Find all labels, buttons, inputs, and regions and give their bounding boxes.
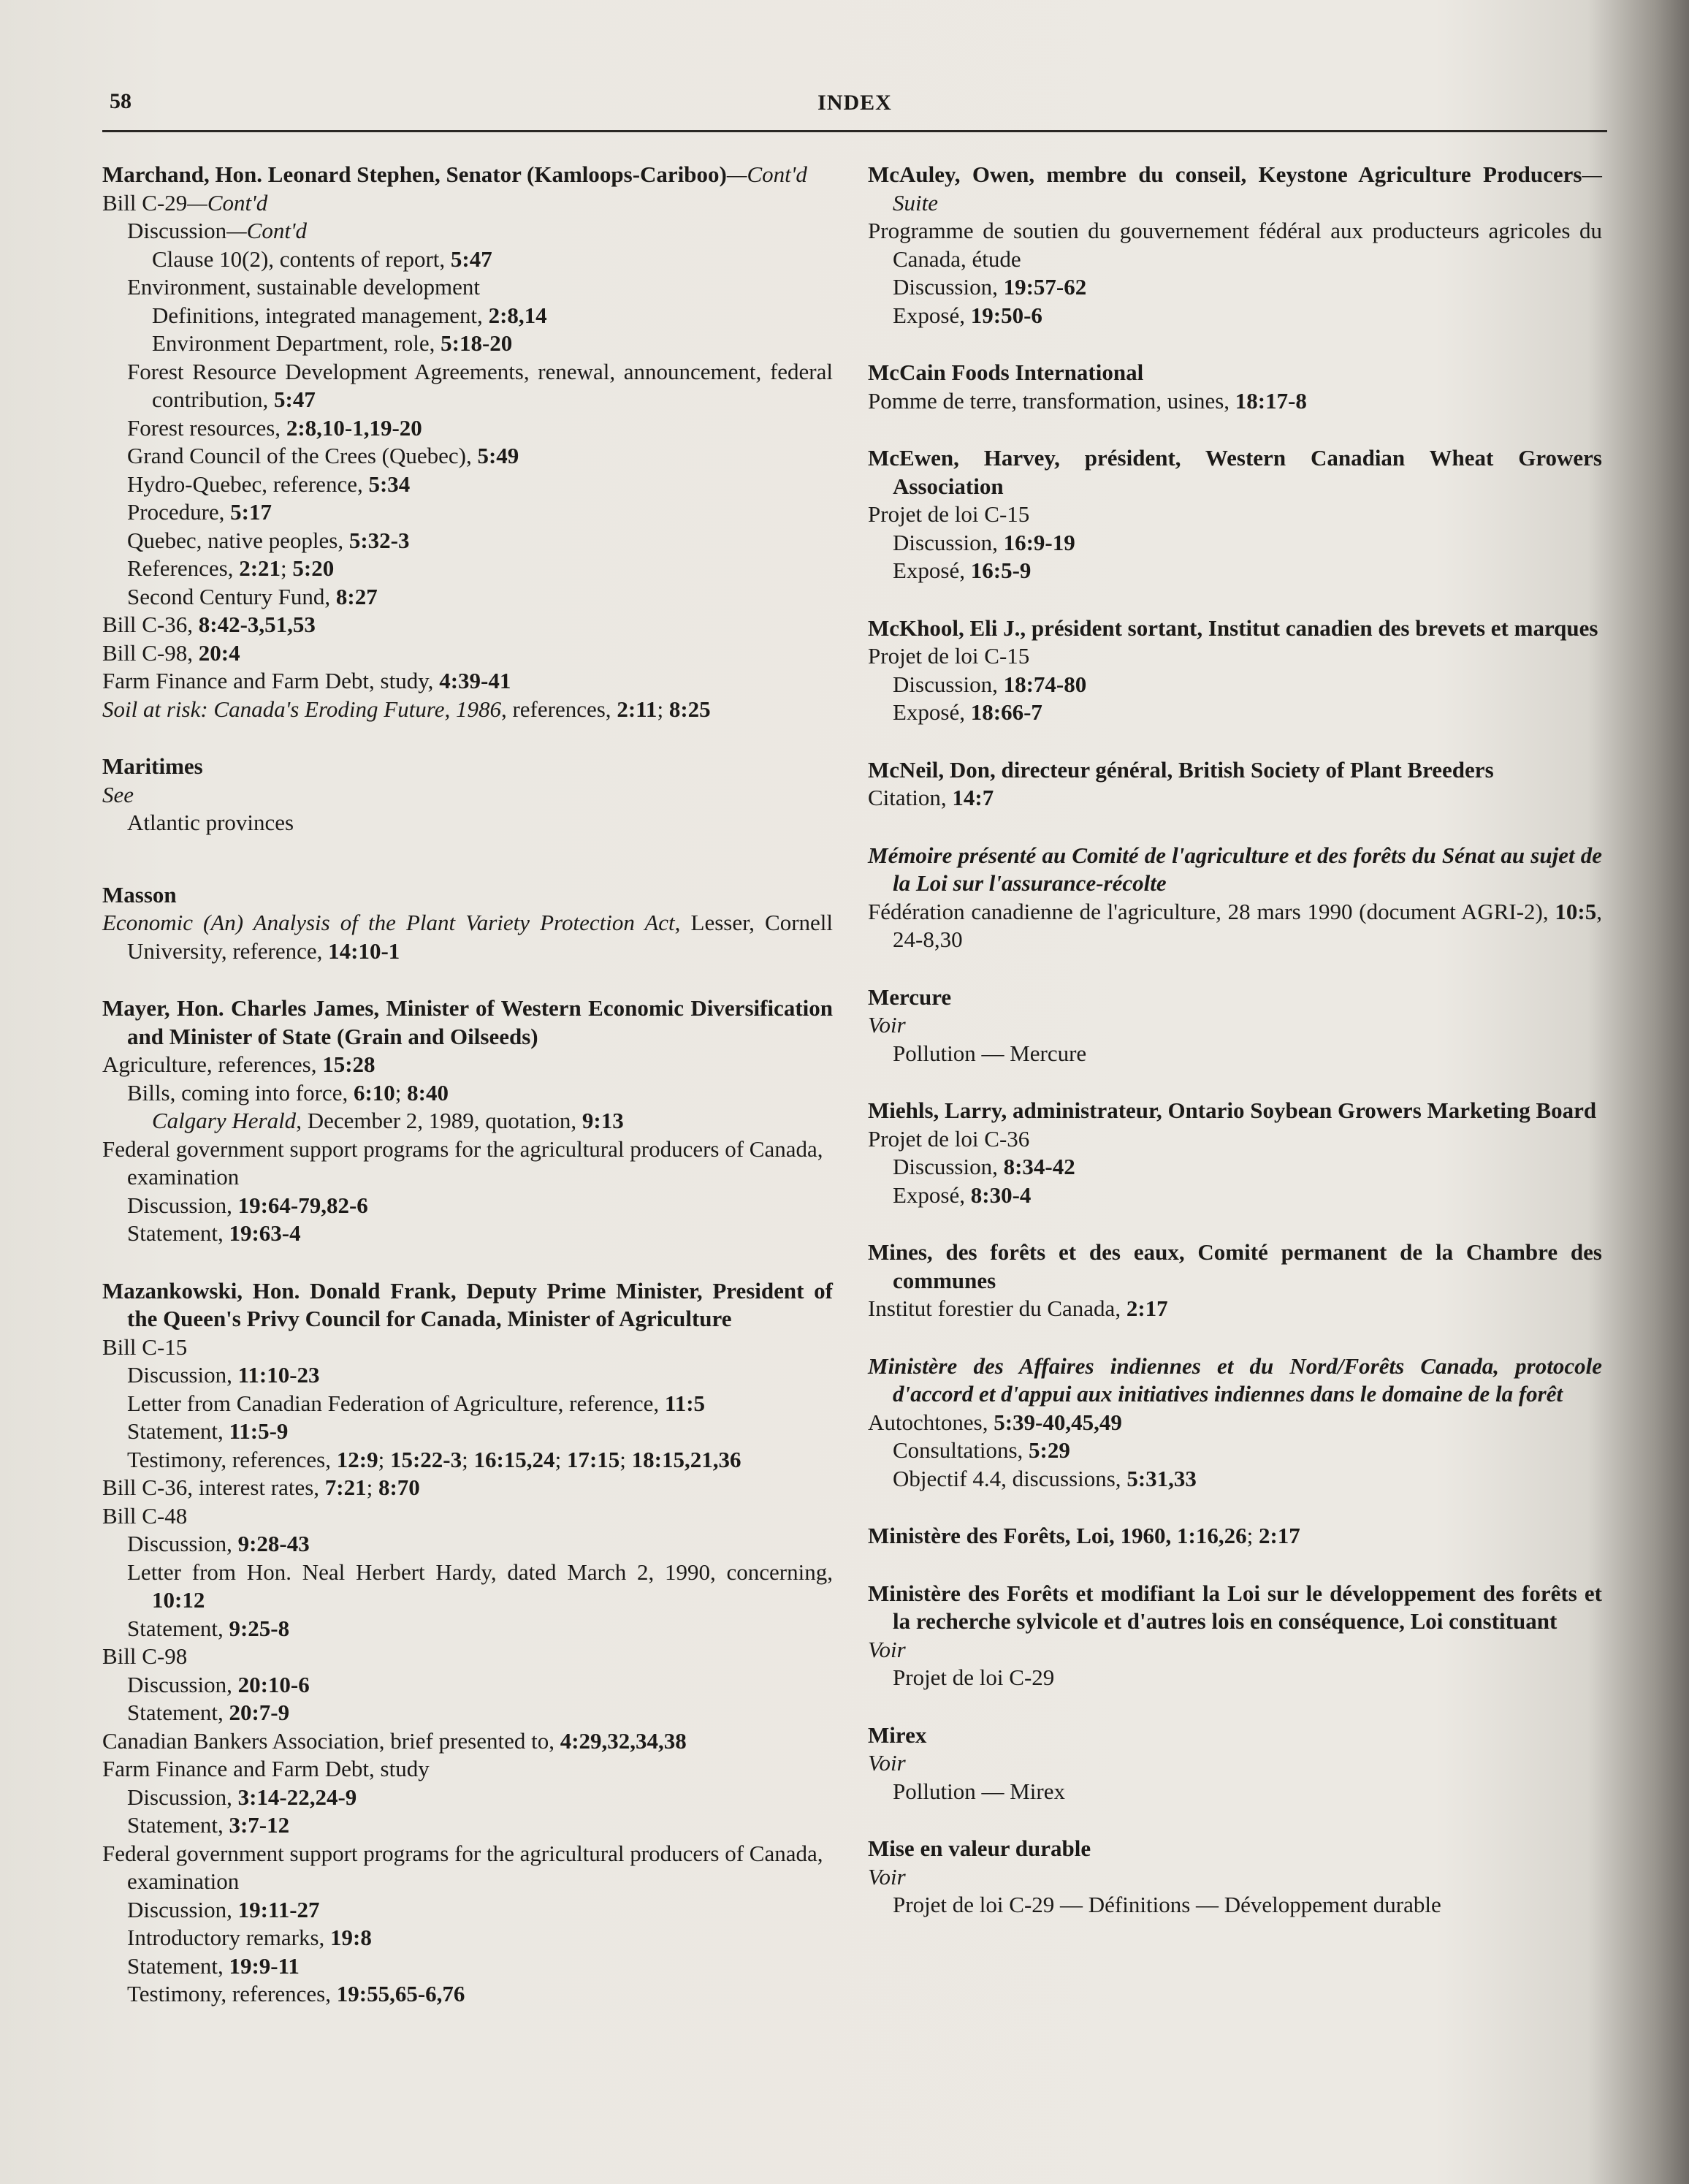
page-number: 58 (110, 89, 131, 113)
subentry: Discussion, 20:10-6 (127, 1671, 310, 1697)
entry-heading: Mines, des forêts et des eaux, Comité permanent de la Chambre des communes (868, 1239, 1602, 1293)
subentry: Discussion, 19:64-79,82-6 (127, 1192, 368, 1218)
entry-heading: Mayer, Hon. Charles James, Minister of Western Economic Diversification and Minister of State (Grain and Oilseeds) (102, 995, 833, 1049)
running-title: INDEX (817, 91, 892, 115)
subentry: Statement, 11:5-9 (127, 1418, 289, 1444)
subentry: Hydro-Quebec, reference, 5:34 (127, 471, 411, 497)
subentry: Programme de soutien du gouvernement fédéral aux producteurs agricoles du Canada, étude (868, 218, 1602, 272)
subentry: Projet de loi C-15 (868, 501, 1030, 527)
page-header (102, 86, 1607, 132)
subentry: Bill C-36, 8:42-3,51,53 (102, 612, 316, 637)
subentry: Letter from Canadian Federation of Agriculture, reference, 11:5 (127, 1390, 706, 1416)
entry-heading: Mazankowski, Hon. Donald Frank, Deputy Prime Minister, President of the Queen's Privy Council for Canada, Minister of Agriculture (102, 1277, 833, 1331)
see-label: Voir (868, 1863, 906, 1890)
subentry: Introductory remarks, 19:8 (127, 1925, 372, 1950)
index-entry-mercure (868, 983, 1602, 1068)
index-entry-mise-en-valeur (868, 1835, 1602, 1919)
subentry: Consultations, 5:29 (893, 1437, 1070, 1463)
index-entry-mazankowski (102, 1277, 833, 2009)
index-entry-mccain (868, 359, 1602, 415)
subentry: Agriculture, references, 15:28 (102, 1051, 375, 1077)
subentry: Economic (An) Analysis of the Plant Variety Protection Act, Lesser, Cornell University, reference, 14:10-1 (102, 910, 834, 964)
see-label: Voir (868, 1750, 906, 1776)
subentry: Projet de loi C-15 (868, 643, 1030, 669)
entry-heading: McNeil, Don, directeur général, British Society of Plant Breeders (868, 756, 1494, 783)
cross-reference: Projet de loi C-29 — Définitions — Développement durable (893, 1892, 1441, 1917)
subentry: Institut forestier du Canada, 2:17 (868, 1295, 1168, 1321)
subentry: Statement, 3:7-12 (127, 1812, 290, 1838)
subentry: Procedure, 5:17 (127, 499, 272, 525)
subentry: Discussion—Cont'd (127, 218, 308, 243)
subentry: Grand Council of the Crees (Quebec), 5:49 (127, 443, 519, 468)
subentry: Federal government support programs for the agricultural producers of Canada, examination (102, 1135, 823, 1190)
subentry: Citation, 14:7 (868, 785, 994, 810)
see-label: See (102, 781, 134, 807)
subentry: Testimony, references, 12:9; 15:22-3; 16:15,24; 17:15; 18:15,21,36 (127, 1446, 741, 1472)
entry-heading: Mémoire présenté au Comité de l'agriculture et des forêts du Sénat au sujet de la Loi sur l'assurance-récolte (868, 842, 1602, 896)
index-entry-mirex (868, 1721, 1602, 1806)
subentry: Clause 10(2), contents of report, 5:47 (152, 246, 492, 272)
subentry: Discussion, 11:10-23 (127, 1362, 320, 1388)
entry-heading: Ministère des Forêts, Loi, 1960, 1:16,26; 2:17 (868, 1523, 1300, 1548)
see-label: Voir (868, 1012, 906, 1038)
subentry: Calgary Herald, December 2, 1989, quotation, 9:13 (152, 1108, 624, 1133)
subentry: Exposé, 16:5-9 (893, 558, 1032, 583)
cross-reference: Atlantic provinces (127, 810, 294, 835)
index-entry-mckhool (868, 615, 1602, 727)
subentry: Bill C-48 (102, 1502, 188, 1529)
entry-heading: Ministère des Forêts et modifiant la Loi sur le développement des forêts et la recherche sylvicole et d'autres lois en conséquence, Loi constituant (868, 1580, 1602, 1634)
subentry: Discussion, 3:14-22,24-9 (127, 1784, 357, 1810)
subentry: Projet de loi C-36 (868, 1125, 1030, 1152)
subentry: Bill C-29—Cont'd (102, 189, 268, 216)
index-entry-ministere-loi (868, 1522, 1602, 1551)
index-entry-masson (102, 881, 833, 966)
subentry: Exposé, 19:50-6 (893, 302, 1042, 328)
subentry: Discussion, 9:28-43 (127, 1531, 310, 1556)
subentry: Bill C-98 (102, 1643, 188, 1669)
subentry: Second Century Fund, 8:27 (127, 583, 378, 609)
subentry: References, 2:21; 5:20 (127, 555, 335, 581)
subentry: Forest resources, 2:8,10-1,19-20 (127, 414, 422, 441)
subentry: Farm Finance and Farm Debt, study, 4:39-41 (102, 668, 511, 693)
subentry: Farm Finance and Farm Debt, study (102, 1756, 430, 1781)
entry-heading: Masson (102, 881, 177, 908)
index-entry-miehls (868, 1097, 1602, 1209)
subentry: Testimony, references, 19:55,65-6,76 (127, 1981, 465, 2006)
entry-heading: Mercure (868, 983, 952, 1010)
entry-heading: McCain Foods International (868, 359, 1144, 385)
left-column (102, 161, 833, 2038)
index-entry-mcneil (868, 756, 1602, 813)
subentry: Statement, 19:63-4 (127, 1220, 301, 1246)
right-column (868, 161, 1602, 1949)
subentry: Soil at risk: Canada's Eroding Future, 1986, references, 2:11; 8:25 (102, 696, 711, 722)
entry-heading: McKhool, Eli J., président sortant, Institut canadien des brevets et marques (868, 615, 1598, 641)
subentry: Canadian Bankers Association, brief presented to, 4:29,32,34,38 (102, 1727, 687, 1754)
subentry: Forest Resource Development Agreements, renewal, announcement, federal contribution, 5:47 (127, 358, 833, 412)
subentry: Federal government support programs for the agricultural producers of Canada, examination (102, 1840, 823, 1894)
subentry: Discussion, 18:74-80 (893, 671, 1087, 697)
entry-heading: Miehls, Larry, administrateur, Ontario Soybean Growers Marketing Board (868, 1097, 1597, 1123)
index-entry-marchand (102, 161, 833, 723)
index-entry-memoire (868, 842, 1602, 954)
subentry: Bill C-15 (102, 1333, 188, 1360)
subentry: Exposé, 8:30-4 (893, 1182, 1032, 1208)
subentry: Discussion, 8:34-42 (893, 1154, 1075, 1179)
index-entry-mcauley (868, 161, 1602, 330)
index-entry-maritimes (102, 753, 833, 837)
subentry: Exposé, 18:66-7 (893, 699, 1042, 725)
see-label: Voir (868, 1636, 906, 1662)
subentry: Quebec, native peoples, 5:32-3 (127, 527, 410, 553)
subentry: Discussion, 19:11-27 (127, 1896, 320, 1922)
subentry: Environment, sustainable development (127, 274, 480, 300)
subentry: Bills, coming into force, 6:10; 8:40 (127, 1079, 449, 1106)
subentry: Pomme de terre, transformation, usines, 18:17-8 (868, 387, 1307, 414)
index-entry-ministere-modifiant (868, 1580, 1602, 1692)
subentry: Bill C-36, interest rates, 7:21; 8:70 (102, 1475, 420, 1500)
subentry: Discussion, 16:9-19 (893, 529, 1075, 555)
entry-heading: Marchand, Hon. Leonard Stephen, Senator (Kamloops-Cariboo)—Cont'd (102, 161, 807, 187)
entry-heading: McAuley, Owen, membre du conseil, Keystone Agriculture Producers—Suite (868, 161, 1602, 216)
subentry: Statement, 9:25-8 (127, 1615, 290, 1641)
subentry: Environment Department, role, 5:18-20 (152, 330, 513, 356)
index-entry-mines (868, 1239, 1602, 1323)
subentry: Statement, 19:9-11 (127, 1952, 300, 1979)
subentry: Autochtones, 5:39-40,45,49 (868, 1409, 1122, 1435)
entry-heading: Mirex (868, 1721, 927, 1748)
subentry: Fédération canadienne de l'agriculture, 28 mars 1990 (document AGRI-2), 10:5, 24-8,30 (868, 898, 1602, 952)
cross-reference: Pollution — Mercure (893, 1040, 1087, 1066)
index-entry-mayer (102, 994, 833, 1248)
subentry: Bill C-98, 20:4 (102, 639, 240, 666)
entry-heading: Ministère des Affaires indiennes et du Nord/Forêts Canada, protocole d'accord et d'appui aux initiatives indiennes dans le domaine de la forêt (868, 1352, 1602, 1407)
subentry: Statement, 20:7-9 (127, 1700, 290, 1725)
index-entry-ministere-affaires-indiennes (868, 1352, 1602, 1494)
entry-heading: McEwen, Harvey, président, Western Canadian Wheat Growers Association (868, 445, 1602, 499)
subentry: Letter from Hon. Neal Herbert Hardy, dated March 2, 1990, concerning, 10:12 (127, 1559, 833, 1613)
cross-reference: Projet de loi C-29 (893, 1664, 1055, 1690)
subentry: Definitions, integrated management, 2:8,14 (152, 302, 547, 328)
subentry: Objectif 4.4, discussions, 5:31,33 (893, 1465, 1197, 1491)
index-entry-mcewen (868, 444, 1602, 585)
subentry: Discussion, 19:57-62 (893, 274, 1087, 300)
entry-heading: Mise en valeur durable (868, 1835, 1091, 1861)
cross-reference: Pollution — Mirex (893, 1778, 1065, 1804)
entry-heading: Maritimes (102, 753, 203, 779)
